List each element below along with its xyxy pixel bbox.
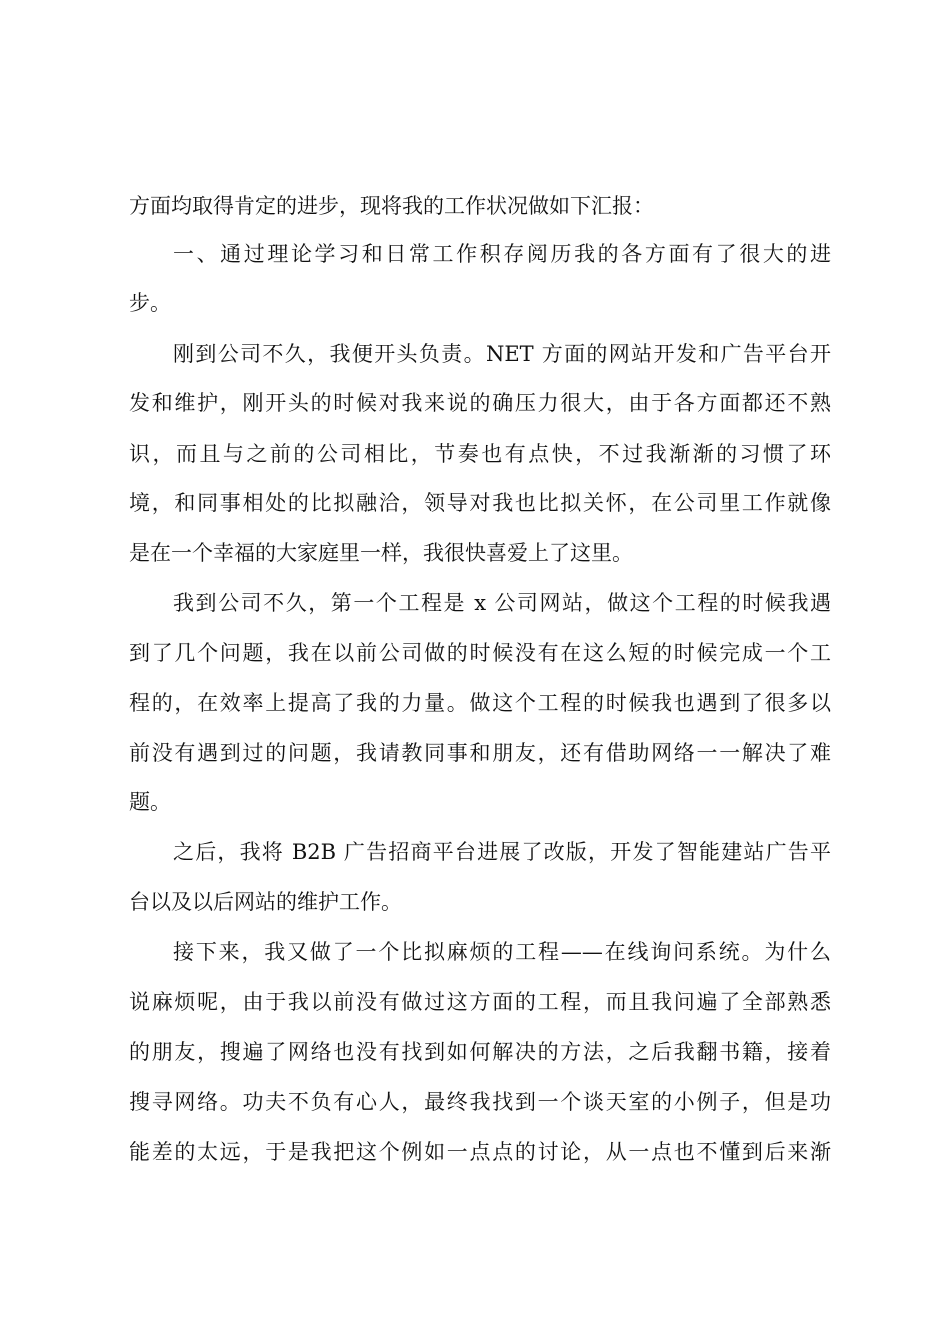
section-heading: 一、通过理论学习和日常工作积存阅历我的各方面有了很大的进: [173, 242, 831, 266]
text-line: 题。: [129, 790, 171, 814]
text-line: 接下来，我又做了一个比拟麻烦的工程——在线询问系统。为什么: [173, 940, 831, 964]
text-line: 方面均取得肯定的进步，现将我的工作状况做如下汇报：: [129, 194, 654, 218]
text-line: 识，而且与之前的公司相比，节奏也有点快，不过我渐渐的习惯了环: [129, 442, 831, 466]
text-line: 是在一个幸福的大家庭里一样，我很快喜爱上了这里。: [129, 541, 633, 565]
text-line: 境，和同事相处的比拟融洽，领导对我也比拟关怀，在公司里工作就像: [129, 491, 831, 515]
text-line: 刚到公司不久，我便开头负责。NET 方面的网站开发和广告平台开: [173, 342, 831, 366]
text-line: 程的，在效率上提高了我的力量。做这个工程的时候我也遇到了很多以: [129, 691, 831, 715]
text-line: 我到公司不久，第一个工程是 x 公司网站，做这个工程的时候我遇: [173, 591, 831, 615]
text-line: 前没有遇到过的问题，我请教同事和朋友，还有借助网络一一解决了难: [129, 741, 831, 765]
text-line: 步。: [129, 291, 171, 315]
text-line: 搜寻网络。功夫不负有心人，最终我找到一个谈天室的小例子，但是功: [129, 1090, 831, 1114]
text-line: 的朋友，搜遍了网络也没有找到如何解决的方法，之后我翻书籍，接着: [129, 1040, 831, 1064]
text-line: 能差的太远，于是我把这个例如一点点的讨论，从一点也不懂到后来渐: [129, 1140, 831, 1164]
text-line: 说麻烦呢，由于我以前没有做过这方面的工程，而且我问遍了全部熟悉: [129, 990, 831, 1014]
text-line: 台以及以后网站的维护工作。: [129, 890, 402, 914]
text-line: 发和维护，刚开头的时候对我来说的确压力很大，由于各方面都还不熟: [129, 391, 831, 415]
text-line: 到了几个问题，我在以前公司做的时候没有在这么短的时候完成一个工: [129, 641, 831, 665]
text-line: 之后，我将 B2B 广告招商平台进展了改版，开发了智能建站广告平: [173, 840, 831, 864]
